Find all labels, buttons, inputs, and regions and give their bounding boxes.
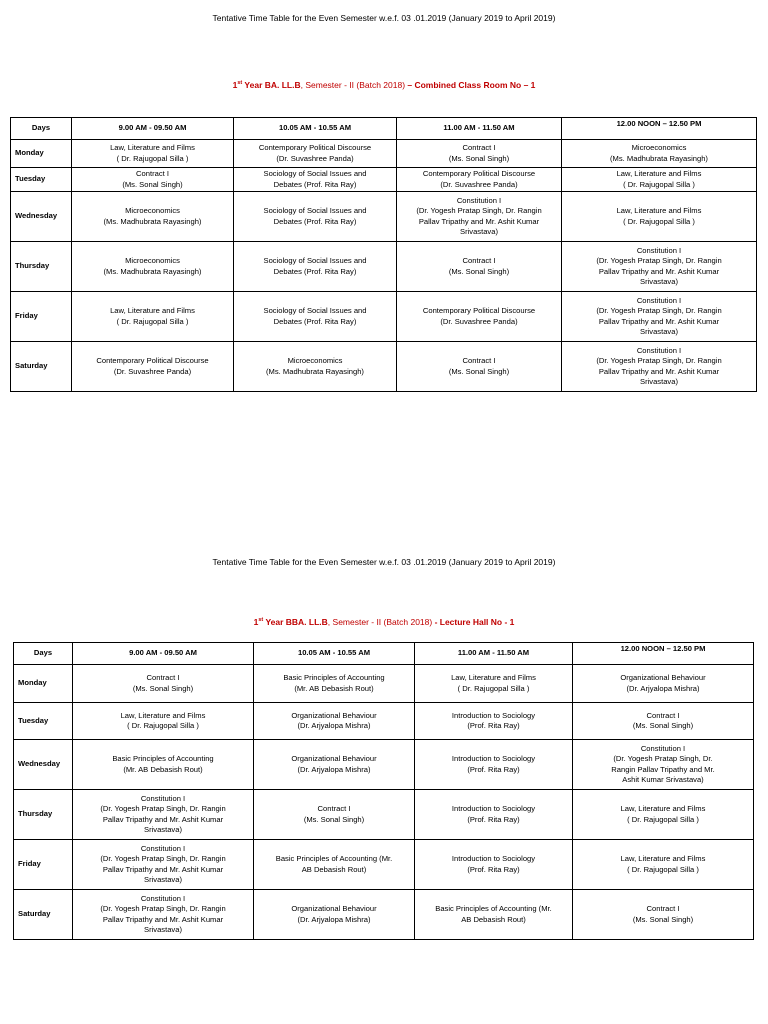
instructor-line: ( Dr. Rajugopal Silla ) xyxy=(623,216,695,226)
class-cell xyxy=(397,342,562,392)
course-name: Law, Literature and Films xyxy=(616,169,702,179)
class-cell xyxy=(415,890,573,940)
time-slot-header: 10.05 AM - 10.55 AM xyxy=(254,643,415,665)
instructor-line: Pallav Tripathy and Mr. Ashit Kumar xyxy=(102,864,224,874)
instructor-line: (Prof. Rita Ray) xyxy=(467,721,520,730)
class-cell xyxy=(573,840,754,890)
class-cell xyxy=(73,665,254,703)
course-name: Contract I xyxy=(136,169,169,179)
day-label: Thursday xyxy=(11,242,72,292)
instructor-line: Pallav Tripathy and Mr. Ashit Kumar xyxy=(598,366,720,376)
instructor-line: (Dr. Arjyalopa Mishra) xyxy=(297,914,371,924)
class-cell xyxy=(73,790,254,840)
class-cell xyxy=(72,192,234,242)
instructor-line: (Dr. Suvashree Panda) xyxy=(113,366,192,376)
course-name: Basic Principles of Accounting xyxy=(283,673,385,683)
course-name: Basic Principles of Accounting xyxy=(112,754,214,764)
course-name: Basic Principles of Accounting (Mr. xyxy=(275,854,393,864)
class-cell xyxy=(254,840,415,890)
course-name: Law, Literature and Films xyxy=(620,804,706,814)
course-name: Introduction to Sociology xyxy=(451,710,536,720)
course-name: Microeconomics xyxy=(631,143,687,153)
class-cell xyxy=(72,168,234,192)
class-cell xyxy=(254,703,415,740)
instructor-line: Srivastava) xyxy=(640,276,678,286)
course-name: Basic Principles of Accounting (Mr. xyxy=(435,904,552,914)
instructor-line: (Dr. Yogesh Pratap Singh, Dr. Rangin xyxy=(596,256,722,266)
class-cell xyxy=(234,192,397,242)
day-label: Monday xyxy=(11,140,72,168)
instructor-line: (Prof. Rita Ray) xyxy=(467,814,520,824)
instructor-line: (Ms. Madhubrata Rayasingh) xyxy=(266,366,364,376)
class-cell xyxy=(234,140,397,168)
timetable-header-row xyxy=(11,118,757,140)
course-name: Microeconomics xyxy=(125,206,180,216)
day-label: Tuesday xyxy=(11,168,72,192)
instructor-line: (Ms. Madhubrata Rayasingh) xyxy=(103,266,202,276)
class-cell xyxy=(254,890,415,940)
instructor-line: (Ms. Sonal Singh) xyxy=(448,366,510,376)
class-cell xyxy=(562,292,757,342)
instructor-line: (Ms. Sonal Singh) xyxy=(303,814,365,824)
table-row xyxy=(11,192,757,242)
instructor-line: (Dr. Yogesh Pratap Singh, Dr. Rangin xyxy=(100,804,226,814)
instructor-line: Pallav Tripathy and Mr. Ashit Kumar xyxy=(598,316,720,326)
course-name: Sociology of Social Issues and xyxy=(263,206,367,216)
course-name: Sociology of Social Issues and xyxy=(263,306,367,316)
time-slot-header: 9.00 AM - 09.50 AM xyxy=(73,643,254,665)
instructor-line: ( Dr. Rajugopal Silla ) xyxy=(116,316,189,326)
instructor-line: Debates (Prof. Rita Ray) xyxy=(273,179,357,189)
class-cell xyxy=(234,168,397,192)
class-cell xyxy=(73,890,254,940)
table-row xyxy=(14,890,754,940)
instructor-line: (Ms. Madhubrata Rayasingh) xyxy=(610,153,708,163)
course-name: Contract I xyxy=(646,710,680,720)
instructor-line: Debates (Prof. Rita Ray) xyxy=(273,316,357,326)
class-cell xyxy=(415,740,573,790)
class-cell xyxy=(573,740,754,790)
class-subtitle: 1st Year BA. LL.B, Semester - II (Batch 2018) – Combined Class Room No – 1 xyxy=(232,80,536,90)
instructor-line: Ashit Kumar Srivastava) xyxy=(622,774,704,784)
course-name: Constitution I xyxy=(640,744,686,754)
course-name: Introduction to Sociology xyxy=(451,854,536,864)
time-slot-header: 12.00 NOON – 12.50 PM xyxy=(562,118,757,140)
instructor-line: Srivastava) xyxy=(640,326,678,336)
course-name: Contract I xyxy=(462,356,496,366)
instructor-line: Pallav Tripathy and Mr. Ashit Kumar xyxy=(102,914,224,924)
instructor-line: (Ms. Sonal Singh) xyxy=(632,914,694,924)
course-name: Organizational Behaviour xyxy=(291,754,377,764)
course-name: Organizational Behaviour xyxy=(291,904,377,914)
table-row xyxy=(14,703,754,740)
class-cell xyxy=(72,342,234,392)
class-cell xyxy=(562,168,757,192)
instructor-line: Debates (Prof. Rita Ray) xyxy=(273,266,357,276)
time-slot-header: 11.00 AM - 11.50 AM xyxy=(397,118,562,140)
course-name: Constitution I xyxy=(140,794,186,804)
course-name: Law, Literature and Films xyxy=(616,206,702,216)
course-name: Constitution I xyxy=(636,246,682,256)
course-name: Contract I xyxy=(317,804,351,814)
instructor-line: (Dr. Yogesh Pratap Singh, Dr. xyxy=(613,754,713,764)
day-label: Wednesday xyxy=(14,740,73,790)
class-cell xyxy=(573,703,754,740)
instructor-line: (Ms. Sonal Singh) xyxy=(448,153,510,163)
table-row xyxy=(14,790,754,840)
class-cell xyxy=(397,140,562,168)
instructor-line: (Dr. Yogesh Pratap Singh, Dr. Rangin xyxy=(100,904,226,914)
instructor-line: ( Dr. Rajugopal Silla ) xyxy=(116,153,189,163)
days-column-header: Days xyxy=(11,118,72,140)
day-label: Friday xyxy=(11,292,72,342)
course-name: Constitution I xyxy=(456,196,502,206)
instructor-line: (Dr. Arjyalopa Mishra) xyxy=(297,721,371,730)
day-label: Monday xyxy=(14,665,73,703)
time-slot-header: 12.00 NOON – 12.50 PM xyxy=(573,643,754,665)
instructor-line: (Dr. Yogesh Pratap Singh, Dr. Rangin xyxy=(596,356,722,366)
class-cell xyxy=(573,665,754,703)
course-name: Microeconomics xyxy=(125,256,180,266)
course-name: Contract I xyxy=(146,673,180,683)
instructor-line: (Dr. Arjyalopa Mishra) xyxy=(297,764,371,774)
instructor-line: Rangin Pallav Tripathy and Mr. xyxy=(611,764,715,774)
table-row xyxy=(14,740,754,790)
days-column-header: Days xyxy=(14,643,73,665)
course-name: Contemporary Political Discourse xyxy=(258,143,372,153)
class-cell xyxy=(397,168,562,192)
class-cell xyxy=(254,790,415,840)
class-cell xyxy=(562,342,757,392)
course-name: Sociology of Social Issues and xyxy=(263,169,367,179)
time-slot-header: 9.00 AM - 09.50 AM xyxy=(72,118,234,140)
class-cell xyxy=(234,292,397,342)
class-cell xyxy=(254,740,415,790)
course-name: Contract I xyxy=(462,143,496,153)
instructor-line: ( Dr. Rajugopal Silla ) xyxy=(627,814,699,824)
class-cell xyxy=(254,665,415,703)
class-cell xyxy=(234,342,397,392)
instructor-line: (Mr. AB Debasish Rout) xyxy=(294,683,374,693)
table-row xyxy=(11,242,757,292)
timetable-heading: Tentative Time Table for the Even Semester w.e.f. 03 .01.2019 (January 2019 to April 2019) xyxy=(212,557,556,567)
course-name: Introduction to Sociology xyxy=(451,804,536,814)
instructor-line: (Ms. Sonal Singh) xyxy=(448,266,510,276)
instructor-line: (Prof. Rita Ray) xyxy=(467,864,520,874)
day-label: Wednesday xyxy=(11,192,72,242)
course-name: Constitution I xyxy=(636,346,682,356)
instructor-line: (Dr. Arjyalopa Mishra) xyxy=(626,683,700,693)
table-row xyxy=(14,840,754,890)
class-cell xyxy=(573,790,754,840)
course-name: Law, Literature and Films xyxy=(451,673,536,683)
timetable-header-row xyxy=(14,643,754,665)
class-cell xyxy=(562,242,757,292)
table-row xyxy=(11,342,757,392)
instructor-line: Srivastava) xyxy=(144,924,182,934)
course-name: Constitution I xyxy=(636,296,682,306)
course-name: Contract I xyxy=(462,256,496,266)
course-name: Sociology of Social Issues and xyxy=(263,256,367,266)
course-name: Introduction to Sociology xyxy=(451,754,536,764)
class-cell xyxy=(415,790,573,840)
course-name: Constitution I xyxy=(140,844,186,854)
class-cell xyxy=(397,242,562,292)
instructor-line: (Dr. Yogesh Pratap Singh, Dr. Rangin xyxy=(416,206,542,216)
instructor-line: ( Dr. Rajugopal Silla ) xyxy=(627,864,699,874)
course-name: Law, Literature and Films xyxy=(110,306,195,316)
day-label: Saturday xyxy=(11,342,72,392)
class-cell xyxy=(234,242,397,292)
instructor-line: ( Dr. Rajugopal Silla ) xyxy=(457,683,530,693)
instructor-line: (Ms. Madhubrata Rayasingh) xyxy=(103,216,202,226)
course-name: Organizational Behaviour xyxy=(291,710,377,720)
class-cell xyxy=(73,703,254,740)
class-cell xyxy=(415,840,573,890)
instructor-line: Srivastava) xyxy=(144,874,182,884)
instructor-line: (Ms. Sonal Singh) xyxy=(132,683,194,693)
class-cell xyxy=(72,292,234,342)
instructor-line: Pallav Tripathy and Mr. Ashit Kumar xyxy=(598,266,720,276)
instructor-line: ( Dr. Rajugopal Silla ) xyxy=(127,721,199,730)
course-name: Contemporary Political Discourse xyxy=(96,356,209,366)
day-label: Saturday xyxy=(14,890,73,940)
course-name: Law, Literature and Films xyxy=(620,854,706,864)
table-row xyxy=(11,168,757,192)
instructor-line: Pallav Tripathy and Mr. Ashit Kumar xyxy=(418,216,540,226)
instructor-line: (Dr. Suvashree Panda) xyxy=(440,316,518,326)
table-row xyxy=(11,292,757,342)
class-cell xyxy=(415,665,573,703)
instructor-line: (Ms. Sonal Singh) xyxy=(632,721,694,730)
instructor-line: Srivastava) xyxy=(640,376,678,386)
class-subtitle: 1st Year BBA. LL.B, Semester - II (Batch 2018) - Lecture Hall No - 1 xyxy=(253,617,515,627)
course-name: Contemporary Political Discourse xyxy=(422,169,536,179)
day-label: Thursday xyxy=(14,790,73,840)
instructor-line: (Dr. Yogesh Pratap Singh, Dr. Rangin xyxy=(100,854,226,864)
time-slot-header: 11.00 AM - 11.50 AM xyxy=(415,643,573,665)
instructor-line: ( Dr. Rajugopal Silla ) xyxy=(623,179,695,189)
instructor-line: (Mr. AB Debasish Rout) xyxy=(123,764,203,774)
instructor-line: AB Debasish Rout) xyxy=(461,914,526,924)
timetable-table xyxy=(13,642,754,940)
instructor-line: AB Debasish Rout) xyxy=(301,864,367,874)
class-cell xyxy=(73,740,254,790)
class-cell xyxy=(562,192,757,242)
class-cell xyxy=(397,192,562,242)
instructor-line: Srivastava) xyxy=(144,824,182,834)
instructor-line: Pallav Tripathy and Mr. Ashit Kumar xyxy=(102,814,224,824)
course-name: Law, Literature and Films xyxy=(120,710,206,720)
class-cell xyxy=(72,140,234,168)
course-name: Constitution I xyxy=(140,894,186,904)
class-cell xyxy=(72,242,234,292)
day-label: Friday xyxy=(14,840,73,890)
timetable-heading: Tentative Time Table for the Even Semester w.e.f. 03 .01.2019 (January 2019 to April 2019) xyxy=(212,13,556,23)
course-name: Law, Literature and Films xyxy=(110,143,195,153)
day-label: Tuesday xyxy=(14,703,73,740)
instructor-line: (Dr. Suvashree Panda) xyxy=(276,153,354,163)
instructor-line: (Prof. Rita Ray) xyxy=(467,764,520,774)
table-row xyxy=(11,140,757,168)
timetable-table xyxy=(10,117,757,392)
class-cell xyxy=(397,292,562,342)
course-name: Microeconomics xyxy=(287,356,343,366)
instructor-line: Debates (Prof. Rita Ray) xyxy=(273,216,357,226)
instructor-line: Srivastava) xyxy=(460,226,498,236)
course-name: Contract I xyxy=(646,904,680,914)
class-cell xyxy=(562,140,757,168)
course-name: Organizational Behaviour xyxy=(620,673,706,683)
class-cell xyxy=(415,703,573,740)
course-name: Contemporary Political Discourse xyxy=(422,306,536,316)
class-cell xyxy=(73,840,254,890)
instructor-line: (Dr. Suvashree Panda) xyxy=(440,179,518,189)
instructor-line: (Ms. Sonal Singh) xyxy=(122,179,183,189)
instructor-line: (Dr. Yogesh Pratap Singh, Dr. Rangin xyxy=(596,306,722,316)
table-row xyxy=(14,665,754,703)
class-cell xyxy=(573,890,754,940)
time-slot-header: 10.05 AM - 10.55 AM xyxy=(234,118,397,140)
